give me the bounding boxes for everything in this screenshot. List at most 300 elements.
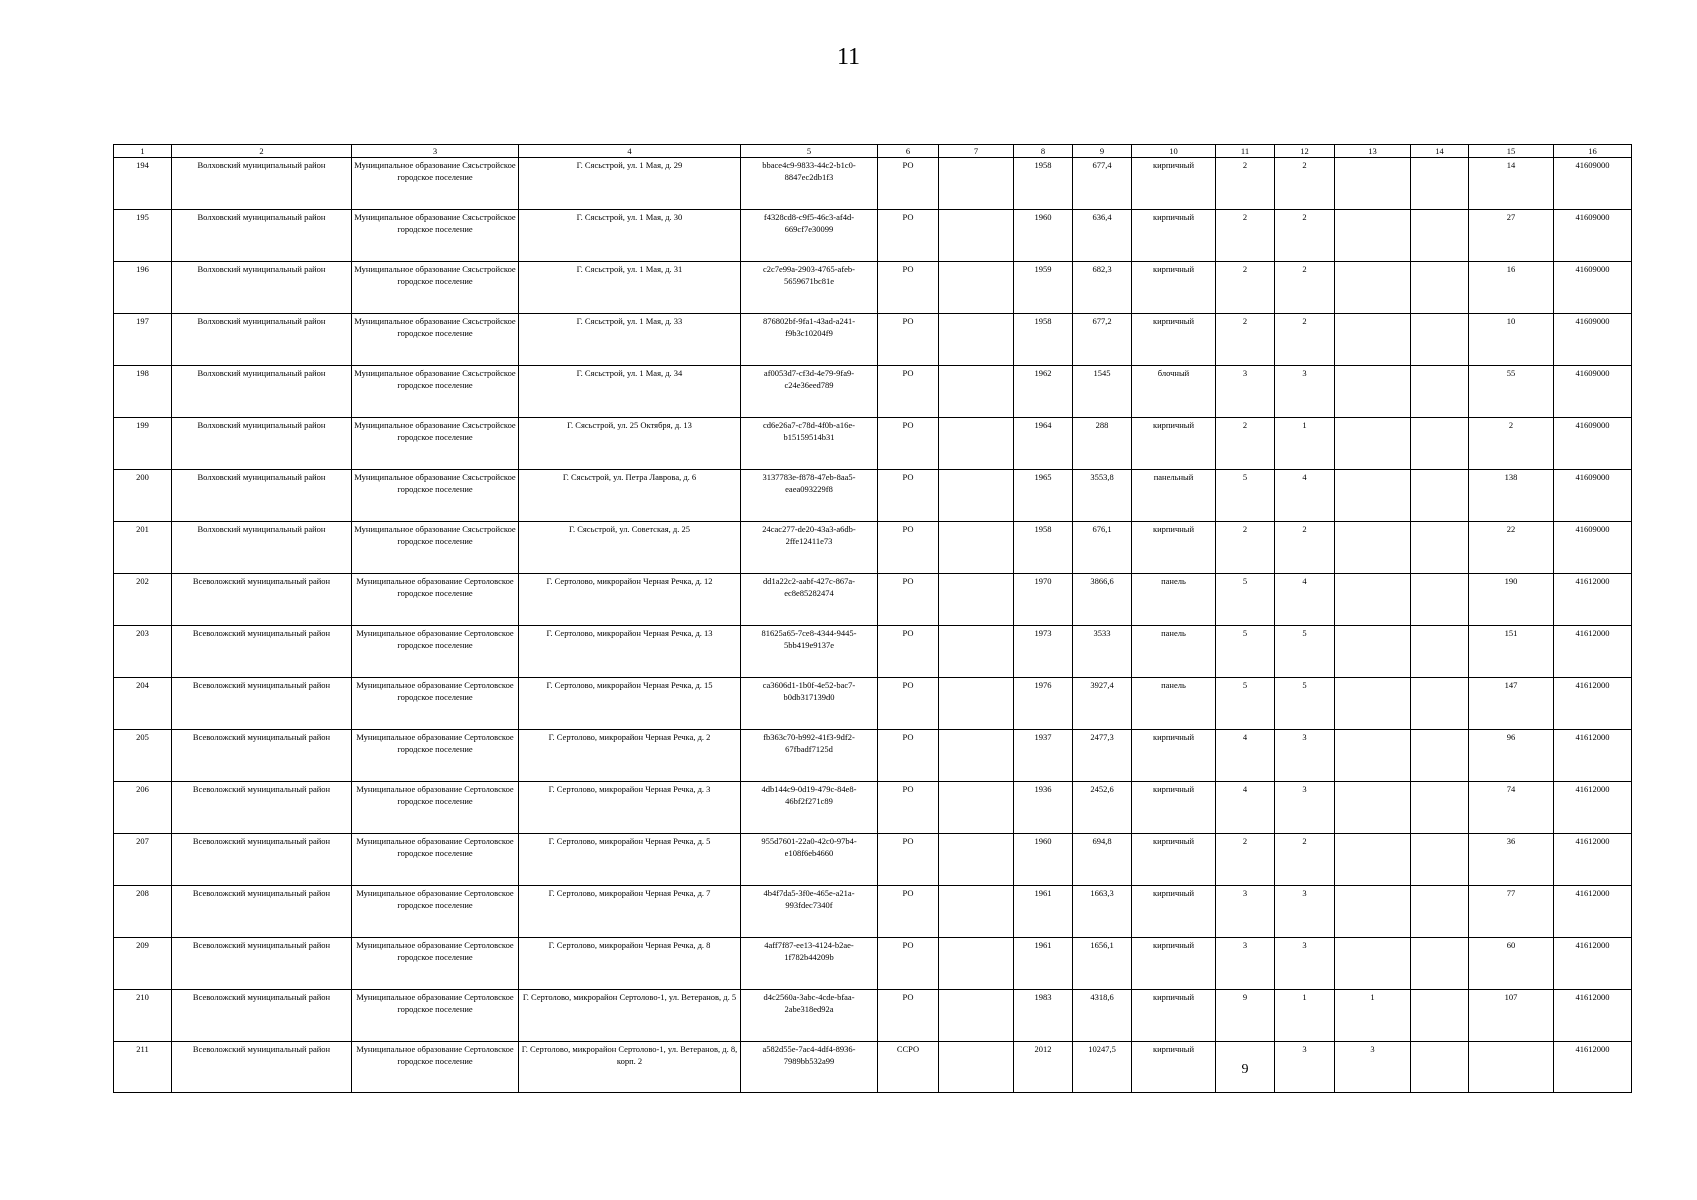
table-cell-col-16: 41612000 <box>1554 574 1632 626</box>
table-cell-col-4: Г. Сясьстрой, ул. 1 Мая, д. 29 <box>519 158 741 210</box>
table-cell-col-13 <box>1335 574 1411 626</box>
table-cell-col-5: 4db144c9-0d19-479c-84e8-46bf2f271c89 <box>741 782 878 834</box>
table-cell-col-8: 1970 <box>1014 574 1073 626</box>
table-cell-col-14 <box>1411 418 1469 470</box>
table-cell-col-16: 41609000 <box>1554 522 1632 574</box>
table-cell-col-9: 694,8 <box>1073 834 1132 886</box>
table-cell-col-9: 3927,4 <box>1073 678 1132 730</box>
table-cell-col-10: кирпичный <box>1132 730 1216 782</box>
table-cell-col-6: РО <box>878 990 939 1042</box>
table-cell-col-11: 3 <box>1216 886 1275 938</box>
table-cell-col-5: 24cac277-de20-43a3-a6db-2ffe12411e73 <box>741 522 878 574</box>
table-cell-col-1: 201 <box>114 522 172 574</box>
table-cell-col-5: bbace4c9-9833-44c2-b1c0-8847ec2db1f3 <box>741 158 878 210</box>
table-cell-col-8: 1960 <box>1014 834 1073 886</box>
table-cell-col-6: РО <box>878 262 939 314</box>
table-cell-col-15: 151 <box>1469 626 1554 678</box>
table-cell-col-11: 2 <box>1216 210 1275 262</box>
table-cell-col-8: 1983 <box>1014 990 1073 1042</box>
table-row <box>114 262 1632 314</box>
table-cell-col-6: РО <box>878 886 939 938</box>
table-cell-col-15 <box>1469 1042 1554 1093</box>
table-cell-col-11: 4 <box>1216 730 1275 782</box>
table-cell-col-10: кирпичный <box>1132 886 1216 938</box>
table-cell-col-6: РО <box>878 938 939 990</box>
table-cell-col-7 <box>939 834 1014 886</box>
table-cell-col-7 <box>939 366 1014 418</box>
table-cell-col-6: РО <box>878 418 939 470</box>
table-cell-col-6: РО <box>878 730 939 782</box>
table-cell-col-14 <box>1411 938 1469 990</box>
table-cell-col-5: 876802bf-9fa1-43ad-a241-f9b3c10204f9 <box>741 314 878 366</box>
table-cell-col-10: панель <box>1132 626 1216 678</box>
table-cell-col-6: РО <box>878 210 939 262</box>
table-cell-col-9: 3553,8 <box>1073 470 1132 522</box>
table-cell-col-5: af0053d7-cf3d-4e79-9fa9-c24e36eed789 <box>741 366 878 418</box>
table-cell-col-9: 288 <box>1073 418 1132 470</box>
table-cell-col-10: панельный <box>1132 470 1216 522</box>
column-header-3: 3 <box>352 145 519 158</box>
table-row <box>114 470 1632 522</box>
table-cell-col-5: d4c2560a-3abc-4cde-bfaa-2abe318ed92a <box>741 990 878 1042</box>
table-cell-col-3: Муниципальное образование Сясьстройское городское поселение <box>352 366 519 418</box>
table-row <box>114 1042 1632 1093</box>
table-cell-col-13 <box>1335 470 1411 522</box>
table-cell-col-13 <box>1335 262 1411 314</box>
table-cell-col-15: 2 <box>1469 418 1554 470</box>
table-cell-col-12: 3 <box>1275 938 1335 990</box>
table-cell-col-11: 9 <box>1216 990 1275 1042</box>
table-cell-col-1: 211 <box>114 1042 172 1093</box>
column-header-13: 13 <box>1335 145 1411 158</box>
table-cell-col-15: 96 <box>1469 730 1554 782</box>
table-cell-col-10: панель <box>1132 574 1216 626</box>
table-cell-col-16: 41612000 <box>1554 678 1632 730</box>
table-cell-col-9: 677,4 <box>1073 158 1132 210</box>
table-cell-col-12: 2 <box>1275 834 1335 886</box>
table-cell-col-14 <box>1411 730 1469 782</box>
table-cell-col-2: Волховский муниципальный район <box>172 522 352 574</box>
table-row <box>114 626 1632 678</box>
table-cell-col-10: кирпичный <box>1132 314 1216 366</box>
table-cell-col-14 <box>1411 834 1469 886</box>
table-cell-col-10: кирпичный <box>1132 938 1216 990</box>
table-cell-col-15: 36 <box>1469 834 1554 886</box>
table-cell-col-8: 1937 <box>1014 730 1073 782</box>
table-cell-col-11: 3 <box>1216 366 1275 418</box>
table-row <box>114 314 1632 366</box>
page-number: 11 <box>836 44 861 70</box>
table-cell-col-16: 41609000 <box>1554 470 1632 522</box>
table-cell-col-10: кирпичный <box>1132 418 1216 470</box>
table-cell-col-16: 41612000 <box>1554 626 1632 678</box>
table-cell-col-9: 4318,6 <box>1073 990 1132 1042</box>
table-cell-col-5: 4b4f7da5-3f0e-465e-a21a-993fdec7340f <box>741 886 878 938</box>
table-cell-col-7 <box>939 938 1014 990</box>
table-cell-col-7 <box>939 210 1014 262</box>
table-cell-col-16: 41609000 <box>1554 210 1632 262</box>
table-cell-col-16: 41612000 <box>1554 938 1632 990</box>
table-row <box>114 886 1632 938</box>
table-cell-col-7 <box>939 626 1014 678</box>
table-cell-col-3: Муниципальное образование Сертоловское городское поселение <box>352 1042 519 1093</box>
column-header-7: 7 <box>939 145 1014 158</box>
table-cell-col-10: кирпичный <box>1132 1042 1216 1093</box>
table-cell-col-13 <box>1335 158 1411 210</box>
table-cell-col-1: 204 <box>114 678 172 730</box>
table-cell-col-13 <box>1335 522 1411 574</box>
table-cell-col-7 <box>939 678 1014 730</box>
table-cell-col-1: 200 <box>114 470 172 522</box>
table-cell-col-11: 5 <box>1216 678 1275 730</box>
table-cell-col-4: Г. Сертолово, микрорайон Черная Речка, д. 7 <box>519 886 741 938</box>
table-cell-col-12: 3 <box>1275 366 1335 418</box>
table-cell-col-1: 195 <box>114 210 172 262</box>
table-cell-col-9: 677,2 <box>1073 314 1132 366</box>
table-cell-col-14 <box>1411 470 1469 522</box>
table-cell-col-4: Г. Сясьстрой, ул. Советская, д. 25 <box>519 522 741 574</box>
table-cell-col-11: 2 <box>1216 262 1275 314</box>
table-cell-col-8: 1962 <box>1014 366 1073 418</box>
table-row <box>114 158 1632 210</box>
column-header-5: 5 <box>741 145 878 158</box>
table-cell-col-10: кирпичный <box>1132 990 1216 1042</box>
table-cell-col-8: 1973 <box>1014 626 1073 678</box>
table-cell-col-6: РО <box>878 522 939 574</box>
table-cell-col-9: 3866,6 <box>1073 574 1132 626</box>
table-cell-col-16: 41612000 <box>1554 782 1632 834</box>
table-cell-col-1: 209 <box>114 938 172 990</box>
table-cell-col-1: 194 <box>114 158 172 210</box>
table-cell-col-4: Г. Сертолово, микрорайон Черная Речка, д. 8 <box>519 938 741 990</box>
table-row <box>114 522 1632 574</box>
table-cell-col-4: Г. Сертолово, микрорайон Черная Речка, д. 3 <box>519 782 741 834</box>
table-cell-col-3: Муниципальное образование Сертоловское городское поселение <box>352 678 519 730</box>
table-cell-col-8: 1936 <box>1014 782 1073 834</box>
column-header-4: 4 <box>519 145 741 158</box>
table-cell-col-3: Муниципальное образование Сертоловское городское поселение <box>352 938 519 990</box>
housing-registry-table <box>113 144 1632 1093</box>
table-cell-col-2: Всеволожский муниципальный район <box>172 886 352 938</box>
table-cell-col-7 <box>939 158 1014 210</box>
table-cell-col-4: Г. Сясьстрой, ул. 25 Октября, д. 13 <box>519 418 741 470</box>
table-cell-col-4: Г. Сертолово, микрорайон Черная Речка, д. 13 <box>519 626 741 678</box>
table-body <box>114 158 1632 1093</box>
table-cell-col-11: 2 <box>1216 834 1275 886</box>
table-cell-col-8: 1961 <box>1014 886 1073 938</box>
table-cell-col-13 <box>1335 834 1411 886</box>
table-cell-col-8: 1958 <box>1014 522 1073 574</box>
table-cell-col-12: 3 <box>1275 1042 1335 1093</box>
table-cell-col-3: Муниципальное образование Сясьстройское городское поселение <box>352 314 519 366</box>
table-cell-col-6: РО <box>878 782 939 834</box>
table-cell-col-16: 41612000 <box>1554 990 1632 1042</box>
table-cell-col-16: 41612000 <box>1554 1042 1632 1093</box>
table-cell-col-9: 682,3 <box>1073 262 1132 314</box>
table-row <box>114 366 1632 418</box>
table-cell-col-3: Муниципальное образование Сертоловское городское поселение <box>352 782 519 834</box>
table-cell-col-7 <box>939 886 1014 938</box>
table-cell-col-12: 2 <box>1275 158 1335 210</box>
table-cell-col-14 <box>1411 314 1469 366</box>
table-cell-col-4: Г. Сертолово, микрорайон Черная Речка, д. 12 <box>519 574 741 626</box>
table-cell-col-13 <box>1335 210 1411 262</box>
table-cell-col-2: Всеволожский муниципальный район <box>172 574 352 626</box>
table-cell-col-3: Муниципальное образование Сертоловское городское поселение <box>352 886 519 938</box>
column-number-row <box>114 145 1632 158</box>
table-cell-col-15: 22 <box>1469 522 1554 574</box>
table-cell-col-9: 2452,6 <box>1073 782 1132 834</box>
table-cell-col-8: 1960 <box>1014 210 1073 262</box>
table-cell-col-4: Г. Сертолово, микрорайон Сертолово-1, ул. Ветеранов, д. 8, корп. 2 <box>519 1042 741 1093</box>
table-cell-col-15: 55 <box>1469 366 1554 418</box>
table-cell-col-8: 1964 <box>1014 418 1073 470</box>
table-cell-col-12: 2 <box>1275 522 1335 574</box>
table-cell-col-11: 4 <box>1216 782 1275 834</box>
table-cell-col-12: 2 <box>1275 262 1335 314</box>
table-cell-col-5: ca3606d1-1b0f-4e52-bac7-b0db317139d0 <box>741 678 878 730</box>
table-cell-col-14 <box>1411 678 1469 730</box>
table-cell-col-3: Муниципальное образование Сертоловское городское поселение <box>352 730 519 782</box>
table-cell-col-5: 3137783e-f878-47eb-8aa5-eaea093229f8 <box>741 470 878 522</box>
table-cell-col-11: 2 <box>1216 314 1275 366</box>
table-cell-col-6: РО <box>878 834 939 886</box>
table-cell-col-5: c2c7e99a-2903-4765-afeb-5659671bc81e <box>741 262 878 314</box>
table-cell-col-7 <box>939 470 1014 522</box>
table-cell-col-2: Всеволожский муниципальный район <box>172 678 352 730</box>
table-cell-col-13 <box>1335 782 1411 834</box>
table-cell-col-13 <box>1335 418 1411 470</box>
table-cell-col-16: 41612000 <box>1554 834 1632 886</box>
column-header-12: 12 <box>1275 145 1335 158</box>
table-cell-col-2: Всеволожский муниципальный район <box>172 1042 352 1093</box>
table-cell-col-8: 1958 <box>1014 314 1073 366</box>
table-cell-col-11: 5 <box>1216 470 1275 522</box>
table-cell-col-11: 2 <box>1216 522 1275 574</box>
table-cell-col-2: Волховский муниципальный район <box>172 262 352 314</box>
table-cell-col-7 <box>939 418 1014 470</box>
table-cell-col-14 <box>1411 1042 1469 1093</box>
table-cell-col-13 <box>1335 314 1411 366</box>
table-cell-col-15: 147 <box>1469 678 1554 730</box>
table-cell-col-10: кирпичный <box>1132 262 1216 314</box>
table-cell-col-5: cd6e26a7-c78d-4f0b-a16e-b15159514b31 <box>741 418 878 470</box>
table-cell-col-12: 3 <box>1275 782 1335 834</box>
table-row <box>114 418 1632 470</box>
table-cell-col-13 <box>1335 730 1411 782</box>
table-cell-col-11: 2 <box>1216 418 1275 470</box>
table-cell-col-2: Всеволожский муниципальный район <box>172 782 352 834</box>
table-cell-col-13: 1 <box>1335 990 1411 1042</box>
column-header-1: 1 <box>114 145 172 158</box>
table-cell-col-12: 5 <box>1275 678 1335 730</box>
table-cell-col-3: Муниципальное образование Сясьстройское городское поселение <box>352 210 519 262</box>
table-cell-col-9: 10247,5 <box>1073 1042 1132 1093</box>
table-cell-col-4: Г. Сясьстрой, ул. 1 Мая, д. 31 <box>519 262 741 314</box>
column-header-15: 15 <box>1469 145 1554 158</box>
table-cell-col-3: Муниципальное образование Сясьстройское городское поселение <box>352 418 519 470</box>
table-cell-col-1: 207 <box>114 834 172 886</box>
table-cell-col-16: 41609000 <box>1554 158 1632 210</box>
table-cell-col-10: кирпичный <box>1132 158 1216 210</box>
table-cell-col-16: 41609000 <box>1554 314 1632 366</box>
table-cell-col-9: 1663,3 <box>1073 886 1132 938</box>
table-cell-col-9: 3533 <box>1073 626 1132 678</box>
table-cell-col-15: 14 <box>1469 158 1554 210</box>
table-row <box>114 990 1632 1042</box>
table-cell-col-2: Всеволожский муниципальный район <box>172 834 352 886</box>
table-cell-col-6: ССРО <box>878 1042 939 1093</box>
table-cell-col-6: РО <box>878 470 939 522</box>
table-cell-col-14 <box>1411 158 1469 210</box>
table-cell-col-10: панель <box>1132 678 1216 730</box>
table-cell-col-3: Муниципальное образование Сясьстройское городское поселение <box>352 262 519 314</box>
table-cell-col-1: 203 <box>114 626 172 678</box>
table-cell-col-10: блочный <box>1132 366 1216 418</box>
table-cell-col-4: Г. Сясьстрой, ул. 1 Мая, д. 33 <box>519 314 741 366</box>
table-cell-col-3: Муниципальное образование Сясьстройское городское поселение <box>352 470 519 522</box>
table-cell-col-11: 3 <box>1216 938 1275 990</box>
table-cell-col-14 <box>1411 522 1469 574</box>
table-cell-col-6: РО <box>878 678 939 730</box>
table-row <box>114 834 1632 886</box>
table-cell-col-16: 41609000 <box>1554 366 1632 418</box>
table-cell-col-8: 2012 <box>1014 1042 1073 1093</box>
table-cell-col-7 <box>939 262 1014 314</box>
table-row <box>114 938 1632 990</box>
table-cell-col-7 <box>939 730 1014 782</box>
table-cell-col-7 <box>939 782 1014 834</box>
table-cell-col-7 <box>939 314 1014 366</box>
table-row <box>114 730 1632 782</box>
table-cell-col-10: кирпичный <box>1132 210 1216 262</box>
table-cell-col-15: 10 <box>1469 314 1554 366</box>
table-cell-col-13 <box>1335 366 1411 418</box>
table-cell-col-3: Муниципальное образование Сертоловское городское поселение <box>352 574 519 626</box>
table-cell-col-5: 955d7601-22a0-42c0-97b4-e108f6eb4660 <box>741 834 878 886</box>
table-cell-col-1: 210 <box>114 990 172 1042</box>
table-cell-col-4: Г. Сертолово, микрорайон Сертолово-1, ул. Ветеранов, д. 5 <box>519 990 741 1042</box>
table-cell-col-2: Волховский муниципальный район <box>172 314 352 366</box>
table-cell-col-3: Муниципальное образование Сертоловское городское поселение <box>352 834 519 886</box>
table-cell-col-6: РО <box>878 366 939 418</box>
table-cell-col-4: Г. Сясьстрой, ул. Петра Лаврова, д. 6 <box>519 470 741 522</box>
table-cell-col-4: Г. Сясьстрой, ул. 1 Мая, д. 30 <box>519 210 741 262</box>
table-cell-col-15: 138 <box>1469 470 1554 522</box>
table-cell-col-16: 41609000 <box>1554 418 1632 470</box>
table-cell-col-16: 41612000 <box>1554 730 1632 782</box>
table-cell-col-7 <box>939 522 1014 574</box>
table-cell-col-15: 107 <box>1469 990 1554 1042</box>
column-header-11: 11 <box>1216 145 1275 158</box>
table-cell-col-1: 202 <box>114 574 172 626</box>
table-cell-col-4: Г. Сясьстрой, ул. 1 Мая, д. 34 <box>519 366 741 418</box>
table-cell-col-12: 1 <box>1275 990 1335 1042</box>
table-cell-col-5: fb363c70-b992-41f3-9df2-67fbadf7125d <box>741 730 878 782</box>
table-cell-col-14 <box>1411 886 1469 938</box>
table-cell-col-8: 1965 <box>1014 470 1073 522</box>
table-cell-col-11: 9 <box>1216 1042 1275 1093</box>
table-cell-col-1: 208 <box>114 886 172 938</box>
column-header-6: 6 <box>878 145 939 158</box>
table-cell-col-16: 41609000 <box>1554 262 1632 314</box>
table-cell-col-8: 1959 <box>1014 262 1073 314</box>
table-cell-col-11: 5 <box>1216 626 1275 678</box>
table-cell-col-10: кирпичный <box>1132 522 1216 574</box>
column-header-10: 10 <box>1132 145 1216 158</box>
table-cell-col-3: Муниципальное образование Сертоловское городское поселение <box>352 626 519 678</box>
table-cell-col-6: РО <box>878 158 939 210</box>
table-cell-col-2: Волховский муниципальный район <box>172 366 352 418</box>
table-cell-col-5: f4328cd8-c9f5-46c3-af4d-669cf7e30099 <box>741 210 878 262</box>
table-cell-col-12: 2 <box>1275 314 1335 366</box>
table-cell-col-9: 636,4 <box>1073 210 1132 262</box>
table-cell-col-5: a582d55e-7ac4-4df4-8936-7989bb532a99 <box>741 1042 878 1093</box>
table-cell-col-14 <box>1411 782 1469 834</box>
table-cell-col-13 <box>1335 678 1411 730</box>
table-cell-col-2: Волховский муниципальный район <box>172 418 352 470</box>
table-cell-col-12: 1 <box>1275 418 1335 470</box>
table-cell-col-14 <box>1411 210 1469 262</box>
column-header-2: 2 <box>172 145 352 158</box>
table-cell-col-6: РО <box>878 626 939 678</box>
table-cell-col-2: Всеволожский муниципальный район <box>172 730 352 782</box>
table-cell-col-1: 199 <box>114 418 172 470</box>
table-cell-col-5: 81625a65-7ce8-4344-9445-5bb419e9137e <box>741 626 878 678</box>
table-cell-col-2: Волховский муниципальный район <box>172 158 352 210</box>
column-header-8: 8 <box>1014 145 1073 158</box>
table-cell-col-14 <box>1411 990 1469 1042</box>
table-cell-col-9: 1656,1 <box>1073 938 1132 990</box>
table-cell-col-12: 3 <box>1275 730 1335 782</box>
table-cell-col-14 <box>1411 366 1469 418</box>
table-cell-col-9: 676,1 <box>1073 522 1132 574</box>
table-cell-col-1: 198 <box>114 366 172 418</box>
table-cell-col-13 <box>1335 626 1411 678</box>
table-cell-col-14 <box>1411 626 1469 678</box>
table-cell-col-13: 3 <box>1335 1042 1411 1093</box>
table-row <box>114 574 1632 626</box>
table-cell-col-12: 2 <box>1275 210 1335 262</box>
table-cell-col-8: 1961 <box>1014 938 1073 990</box>
table-cell-col-3: Муниципальное образование Сертоловское городское поселение <box>352 990 519 1042</box>
table-cell-col-8: 1958 <box>1014 158 1073 210</box>
table-row <box>114 678 1632 730</box>
table-cell-col-11: 5 <box>1216 574 1275 626</box>
table-cell-col-15: 190 <box>1469 574 1554 626</box>
table-cell-col-11: 2 <box>1216 158 1275 210</box>
table-cell-col-4: Г. Сертолово, микрорайон Черная Речка, д. 15 <box>519 678 741 730</box>
table-cell-col-7 <box>939 1042 1014 1093</box>
table-cell-col-7 <box>939 574 1014 626</box>
table-cell-col-3: Муниципальное образование Сясьстройское городское поселение <box>352 522 519 574</box>
table-cell-col-12: 3 <box>1275 886 1335 938</box>
table-cell-col-1: 197 <box>114 314 172 366</box>
table-cell-col-6: РО <box>878 574 939 626</box>
table-cell-col-1: 206 <box>114 782 172 834</box>
table-cell-col-5: 4aff7f87-ee13-4124-b2ae-1f782b44209b <box>741 938 878 990</box>
table-cell-col-13 <box>1335 938 1411 990</box>
column-header-16: 16 <box>1554 145 1632 158</box>
table-cell-col-15: 60 <box>1469 938 1554 990</box>
table-cell-col-15: 74 <box>1469 782 1554 834</box>
table-cell-col-12: 4 <box>1275 470 1335 522</box>
table-cell-col-13 <box>1335 886 1411 938</box>
table-cell-col-2: Волховский муниципальный район <box>172 210 352 262</box>
table-cell-col-15: 27 <box>1469 210 1554 262</box>
table-cell-col-8: 1976 <box>1014 678 1073 730</box>
table-cell-col-7 <box>939 990 1014 1042</box>
